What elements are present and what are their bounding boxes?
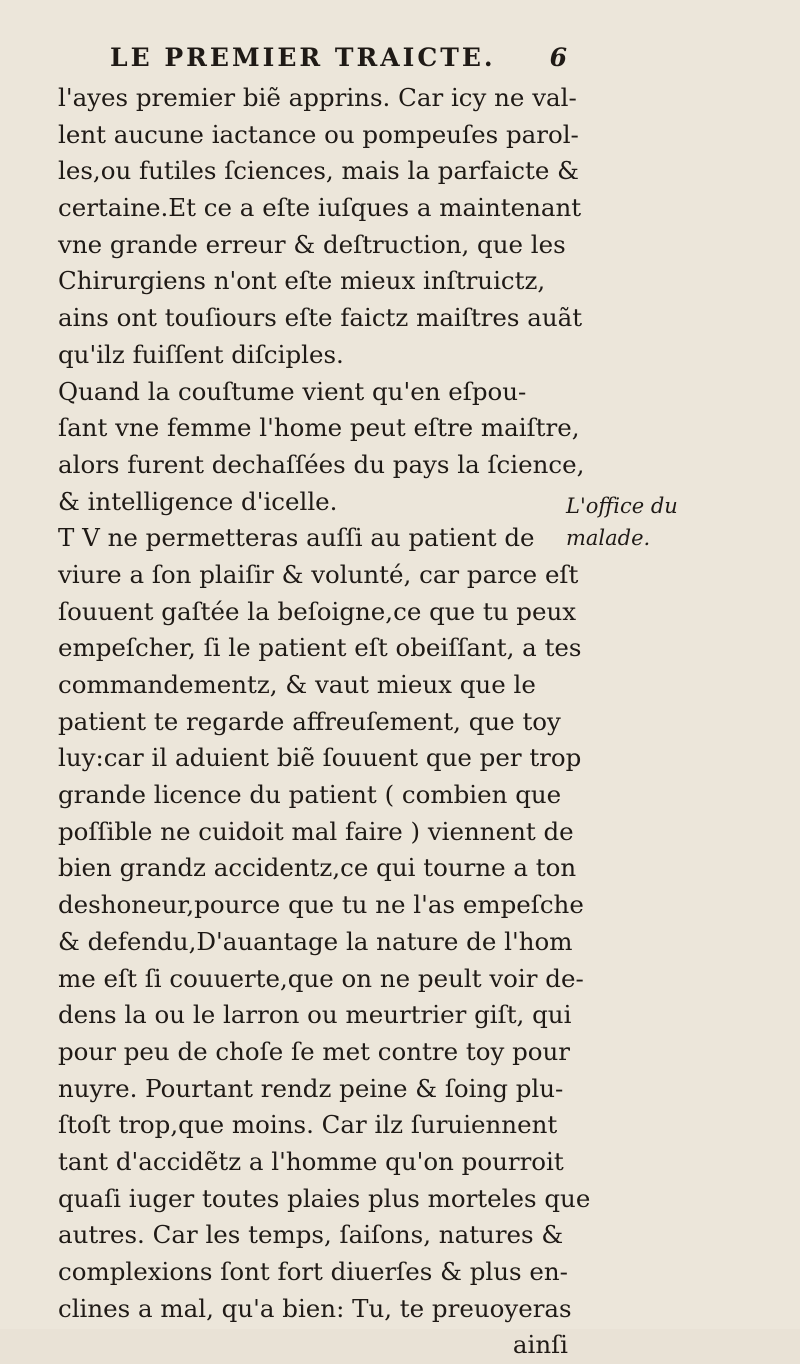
text-block	[58, 80, 591, 1364]
text-line: lent aucune iactance ou pompeuſes parol-	[58, 119, 579, 149]
text-line: Quand la couſtume vient qu'en eſpou-	[58, 376, 527, 406]
text-line: me eſt ſi couuerte,que on ne peult voir de-	[58, 963, 584, 993]
text-line: tant d'accidẽtz a l'homme qu'on pourroit	[58, 1146, 564, 1176]
running-title: LE PREMIER TRAICTE.	[110, 43, 496, 72]
folio-number: 6	[549, 43, 570, 72]
text-line: ſtoſt trop,que moins. Car ilz ſuruiennent	[58, 1110, 558, 1140]
text-line: patient te regarde affreuſement, que toy	[58, 706, 561, 736]
text-line: ſant vne femme l'home peut eſtre maiſtre,	[58, 413, 580, 443]
text-line: complexions ſont fort diuerſes & plus en-	[58, 1257, 568, 1286]
text-line: T V ne permetteras auſſi au patient de	[58, 523, 535, 553]
text-line: commandementz, & vaut mieux que le	[58, 670, 536, 699]
text-line: luy:car il aduient biẽ ſouuent que per trop	[58, 743, 582, 773]
catchword: ainſi	[512, 1330, 568, 1360]
text-line: viure a ſon plaiſir & volunté, car parce eſt	[58, 559, 579, 589]
text-line: empeſcher, ſi le patient eſt obeiſſant, a tes	[58, 633, 582, 663]
text-line: les,ou futiles ſciences, mais la parfaicte &	[58, 156, 579, 186]
text-line: deshoneur,pource que tu ne l'as empeſche	[58, 890, 584, 920]
text-line: & defendu,D'auantage la nature de l'hom	[58, 926, 573, 956]
text-line: certaine.Et ce a eſte iuſques a maintenant	[58, 193, 582, 223]
text-line: dens la ou le larron ou meurtrier giſt, qui	[58, 1000, 572, 1030]
running-header	[110, 38, 570, 78]
text-line: pour peu de choſe ſe met contre toy pour	[58, 1036, 570, 1066]
marginal-note-line: L'office du	[566, 494, 678, 518]
text-line: ains ont touſiours eſte faictz maiſtres auãt	[58, 303, 583, 333]
text-line: nuyre. Pourtant rendz peine & ſoing plu-	[58, 1073, 564, 1103]
text-line: Chirurgiens n'ont eſte mieux inſtruictz,	[58, 266, 546, 296]
text-line: poſſible ne cuidoit mal faire ) viennent de	[58, 816, 574, 846]
text-line: bien grandz accidentz,ce qui tourne a ton	[58, 853, 577, 883]
text-line: & intelligence d'icelle.	[58, 486, 338, 516]
text-line: grande licence du patient ( combien que	[58, 780, 562, 810]
marginal-note-line: malade.	[566, 526, 651, 550]
text-line: autres. Car les temps, ſaiſons, natures &	[58, 1220, 564, 1250]
marginal-note	[566, 490, 696, 554]
text-line: qu'ilz fuiſſent diſciples.	[58, 339, 344, 369]
text-line: l'ayes premier biẽ apprins. Car icy ne val-	[58, 83, 577, 112]
text-line: quaſi iuger toutes plaies plus morteles que	[58, 1183, 591, 1213]
text-line: vne grande erreur & deſtruction, que les	[58, 229, 566, 259]
text-line: clines a mal, qu'a bien: Tu, te preuoyeras	[58, 1293, 572, 1323]
text-line: ſouuent gaſtée la beſoigne,ce que tu peux	[58, 596, 577, 626]
text-line: alors furent dechaſſées du pays la ſcience,	[58, 449, 585, 479]
